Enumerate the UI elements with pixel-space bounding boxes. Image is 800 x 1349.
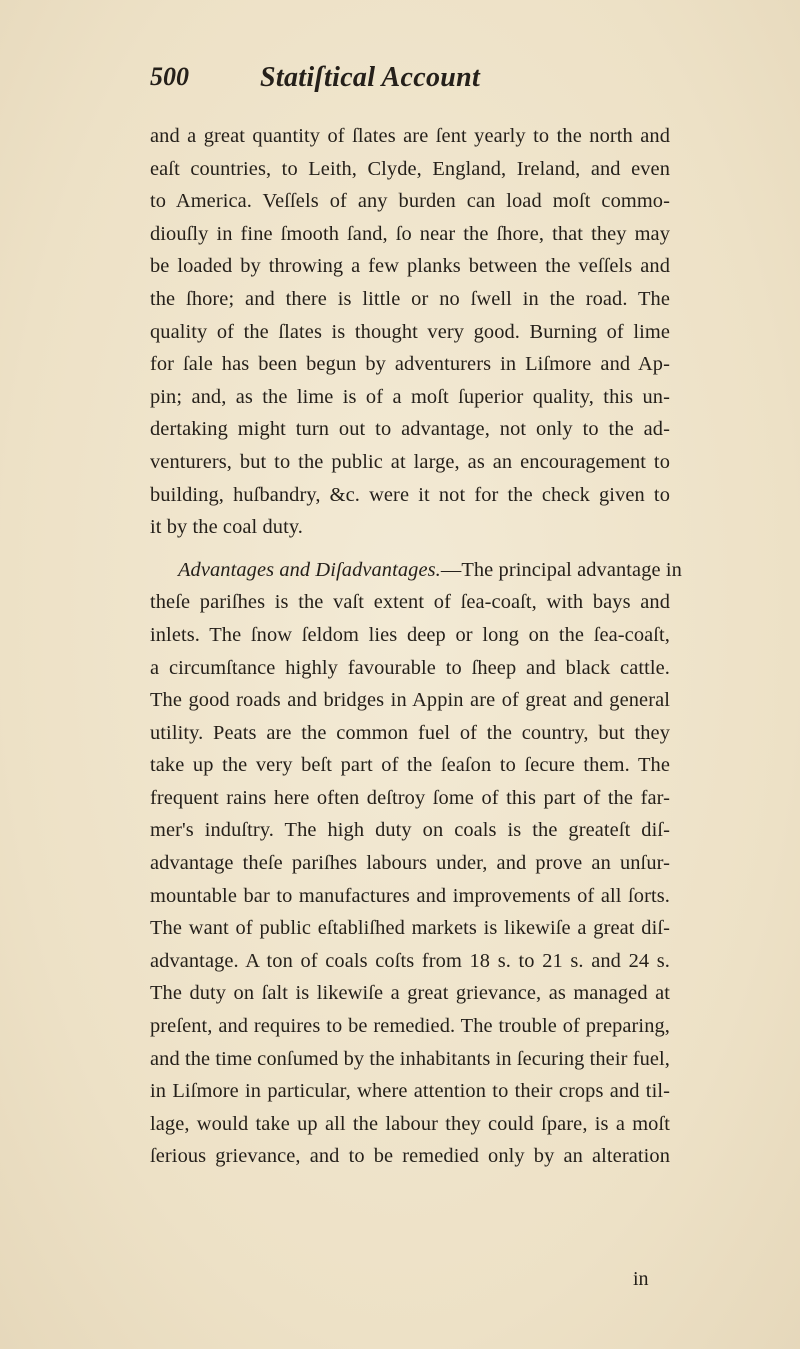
paragraph-slate-trade bbox=[150, 120, 670, 544]
text-line: it by the coal duty. bbox=[150, 516, 304, 539]
paragraph-advantages bbox=[150, 554, 682, 1173]
page-header bbox=[150, 62, 650, 102]
text-line-rest: —The principal advantage in bbox=[440, 558, 682, 581]
text-line: theſe pariſhes is the vaſt extent of ſea-coaſt, with bays and bbox=[150, 591, 670, 614]
text-line: be loaded by throwing a few planks between the veſſels and bbox=[150, 255, 670, 278]
text-line: take up the very beſt part of the ſeaſon to ſecure them. The bbox=[150, 754, 670, 777]
text-line: lage, would take up all the labour they could ſpare, is a moſt bbox=[150, 1112, 670, 1135]
text-line: dertaking might turn out to advantage, not only to the ad- bbox=[150, 418, 670, 441]
text-line: venturers, but to the public at large, as an encouragement to bbox=[150, 450, 670, 473]
body-text bbox=[150, 120, 682, 1173]
text-line: advantage theſe pariſhes labours under, and prove an unſur- bbox=[150, 852, 670, 875]
text-line: The duty on ſalt is likewiſe a great grievance, as managed at bbox=[150, 982, 670, 1005]
text-line: a circumſtance highly favourable to ſheep and black cattle. bbox=[150, 656, 670, 679]
section-heading: Advantages and Diſadvantages. bbox=[178, 558, 441, 581]
text-line: mer's induſtry. The high duty on coals is the greateſt diſ- bbox=[150, 819, 670, 842]
text-line: in Liſmore in particular, where attention to their crops and til- bbox=[150, 1080, 670, 1103]
text-line: inlets. The ſnow ſeldom lies deep or long on the ſea-coaſt, bbox=[150, 623, 670, 646]
text-line: the ſhore; and there is little or no ſwell in the road. The bbox=[150, 287, 670, 310]
section-heading-line bbox=[150, 554, 682, 587]
text-line: quality of the ſlates is thought very good. Burning of lime bbox=[150, 320, 670, 343]
text-line: frequent rains here often deſtroy ſome of this part of the far- bbox=[150, 786, 670, 809]
running-title: Statiſtical Account bbox=[260, 62, 481, 93]
text-line: to America. Veſſels of any burden can load moſt commo- bbox=[150, 190, 670, 213]
catchword: in bbox=[633, 1268, 649, 1290]
text-line: mountable bar to manufactures and improvements of all ſorts. bbox=[150, 884, 670, 907]
text-line: eaſt countries, to Leith, Clyde, England, Ireland, and even bbox=[150, 157, 670, 180]
text-line: preſent, and requires to be remedied. The trouble of preparing, bbox=[150, 1015, 670, 1038]
text-line: pin; and, as the lime is of a moſt ſuperior quality, this un- bbox=[150, 385, 670, 408]
text-line: diouſly in fine ſmooth ſand, ſo near the ſhore, that they may bbox=[150, 222, 670, 245]
text-line: for ſale has been begun by adventurers in Liſmore and Ap- bbox=[150, 353, 670, 376]
text-line: utility. Peats are the common fuel of the country, but they bbox=[150, 721, 670, 744]
text-line: and the time conſumed by the inhabitants in ſecuring their fuel, bbox=[150, 1047, 670, 1070]
text-line: The want of public eſtabliſhed markets is likewiſe a great diſ- bbox=[150, 917, 670, 940]
text-line: and a great quantity of ſlates are ſent yearly to the north and bbox=[150, 125, 670, 147]
page-number: 500 bbox=[150, 62, 189, 91]
text-line: ſerious grievance, and to be remedied only by an alteration bbox=[150, 1145, 670, 1168]
text-line: The good roads and bridges in Appin are of great and general bbox=[150, 689, 670, 712]
text-line: advantage. A ton of coals coſts from 18 s. to 21 s. and 24 s. bbox=[150, 949, 670, 972]
text-line: building, huſbandry, &c. were it not for the check given to bbox=[150, 483, 670, 506]
